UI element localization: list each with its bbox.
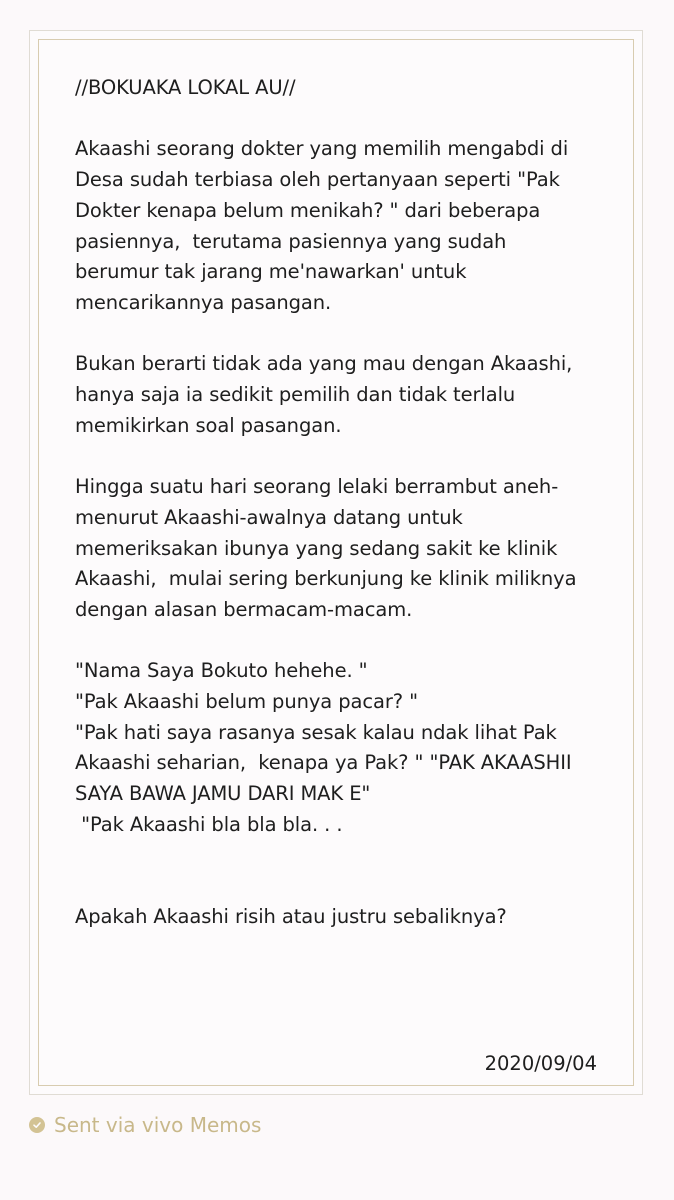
memo-card (29, 30, 643, 1095)
memo-date: 2020/09/04 (484, 1052, 597, 1075)
check-circle-icon (29, 1117, 45, 1133)
footer-label: Sent via vivo Memos (54, 1113, 262, 1137)
footer-signature (29, 1110, 261, 1140)
memo-body-text: //BOKUAKA LOKAL AU// Akaashi seorang dokter yang memilih mengabdi di Desa sudah terbiasa oleh pertanyaan seperti "Pak Dokter kenapa belum menikah? " dari beberapa pasiennya, terutama pasiennya yang sudah berumur tak jarang me'nawarkan' untuk mencarikannya pasangan. Bukan berarti tidak ada yang mau dengan Akaashi, hanya saja ia sedikit pemilih dan tidak terlalu memikirkan soal pasangan. Hingga suatu hari seorang lelaki berrambut aneh-menurut Akaashi-awalnya datang untuk memeriksakan ibunya yang sedang sakit ke klinik Akaashi, mulai sering berkunjung ke klinik miliknya dengan alasan bermacam-macam. "Nama Saya Bokuto hehehe. " "Pak Akaashi belum punya pacar? " "Pak hati saya rasanya sesak kalau ndak lihat Pak Akaashi seharian, kenapa ya Pak? " "PAK AKAASHII SAYA BAWA JAMU DARI MAK E" "Pak Akaashi bla bla bla. . . Apakah Akaashi risih atau justru sebaliknya? (75, 76, 577, 928)
